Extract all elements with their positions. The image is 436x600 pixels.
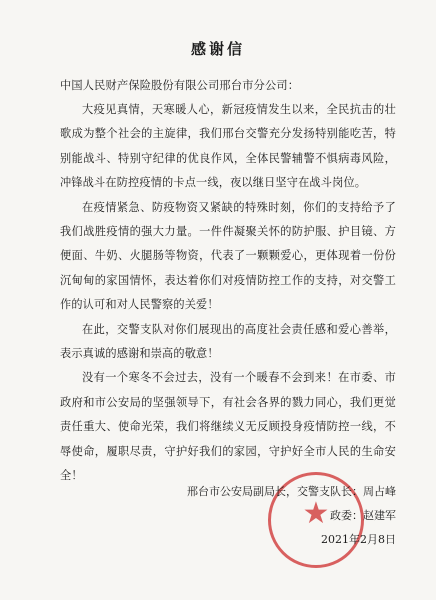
- letter-paragraph: 在疫情紧急、防疫物资又紧缺的特殊时刻，你们的支持给予了我们战胜疫情的强大力量。一件件凝聚关怀的防护服、护目镜、方便面、牛奶、火腿肠等物资，代表了一颗颗爱心，更体现着一份份沉甸甸的家国情怀，表达着你们对疫情防控工作的支持，对交警工作的认可和对人民警察的关爱！: [60, 200, 396, 312]
- letter-salutation: 中国人民财产保险股份有限公司邢台市分公司：: [60, 79, 300, 92]
- letter-body: [60, 98, 396, 489]
- star-icon: ★: [302, 496, 330, 531]
- signature-line-2: 政委：赵建军: [330, 509, 396, 522]
- signature-line-1: 邢台市公安局副局长，交警支队长：周占峰: [187, 485, 396, 498]
- letter-paragraph: 大疫见真情，天寒暖人心，新冠疫情发生以来，全民抗击的壮歌成为整个社会的主旋律，我们邢台交警充分发扬特别能吃苦，特别能战斗、特别守纪律的优良作风，全体民警辅警不惧病毒风险，冲锋战斗在防控疫情的卡点一线，夜以继日坚守在战斗岗位。: [60, 103, 396, 190]
- letter-paragraph: 在此，交警支队对你们展现出的高度社会责任感和爱心善举，表示真诚的感谢和崇高的敬意！: [60, 322, 396, 361]
- signature-date: 2021年2月8日: [321, 533, 396, 546]
- letter-title: 感谢信: [190, 40, 245, 58]
- letter-paragraph: 没有一个寒冬不会过去，没有一个暖春不会到来！在市委、市政府和市公安局的坚强领导下，有社会各界的戮力同心，我们更觉责任重大、使命光荣，我们将继续义无反顾投身疫情防控一线，不辱使命，履职尽责，守护好我们的家园，守护好全市人民的生命安全！: [60, 371, 396, 483]
